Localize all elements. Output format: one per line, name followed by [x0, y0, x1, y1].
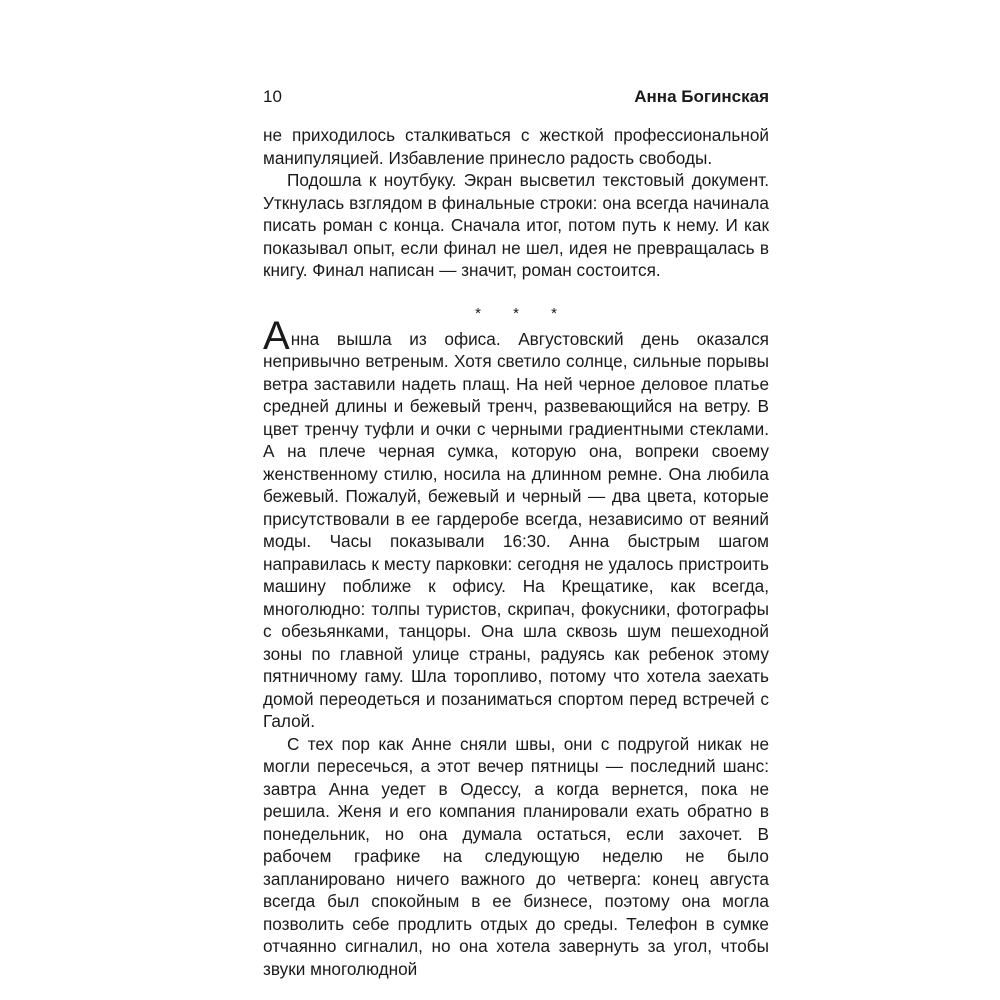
paragraph-text: нна вышла из офиса. Августовский день оказался непривычно ветреным. Хотя светило солнце, сильные порывы ветра заставили надеть плащ. На ней черное деловое платье средней длины и бежевый тренч, развевающийся на ветру. В цвет тренчу туфли и очки с черными градиентными стеклами. А на плече черная сумка, которую она, вопреки своему женственному стилю, носила на длинном ремне. Она любила бежевый. Пожалуй, бежевый и черный — два цвета, которые присутствовали в ее гардеробе всегда, независимо от веяний моды. Часы показывали 16:30. Анна быстрым шагом направилась к месту парковки: сегодня не удалось пристроить машину поближе к офису. На Крещатике, как всегда, многолюдно: толпы туристов, скрипач, фокусники, фотографы с обезьянками, танцоры. Она шла сквозь шум пешеходной зоны по главной улице страны, радуясь как ребенок этому пятничному гаму. Шла торопливо, потому что хотела заехать домой переодеться и позаниматься спортом перед встречей с Галой. — [263, 328, 769, 731]
paragraph: Подошла к ноутбуку. Экран высветил текстовый документ. Уткнулась взглядом в финальные строки: она всегда начинала писать роман с конца. Сначала итог, потом путь к нему. И как показывал опыт, если финал не шел, идея не превращалась в книгу. Финал написан — значит, роман состоится. — [263, 170, 769, 280]
book-page — [263, 84, 769, 980]
paragraph-with-drop-cap — [263, 313, 769, 733]
body-text — [263, 124, 769, 980]
running-head-author: Анна Богинская — [634, 87, 769, 106]
page-number: 10 — [263, 87, 282, 106]
section-break: * * * — [475, 304, 571, 322]
paragraph: С тех пор как Анне сняли швы, они с подругой никак не могли пересечься, а этот вечер пятницы — последний шанс: завтра Анна уедет в Одессу, а когда вернется, пока не решила. Женя и его компания планировали ехать обратно в понедельник, но она думала остаться, если захочет. В рабочем графике на следующую неделю не было запланировано ничего важного до четверга: конец августа всегда был спокойным в ее бизнесе, поэтому она могла позволить себе продлить отдых до среды. Телефон в сумке отчаянно сигналил, но она хотела завернуть за угол, чтобы звуки многолюдной — [263, 733, 769, 979]
paragraph: не приходилось сталкиваться с жесткой профессиональной манипуляцией. Избавление принесло радость свободы. — [263, 125, 769, 168]
page-header — [263, 84, 769, 110]
drop-cap: А — [263, 313, 290, 358]
